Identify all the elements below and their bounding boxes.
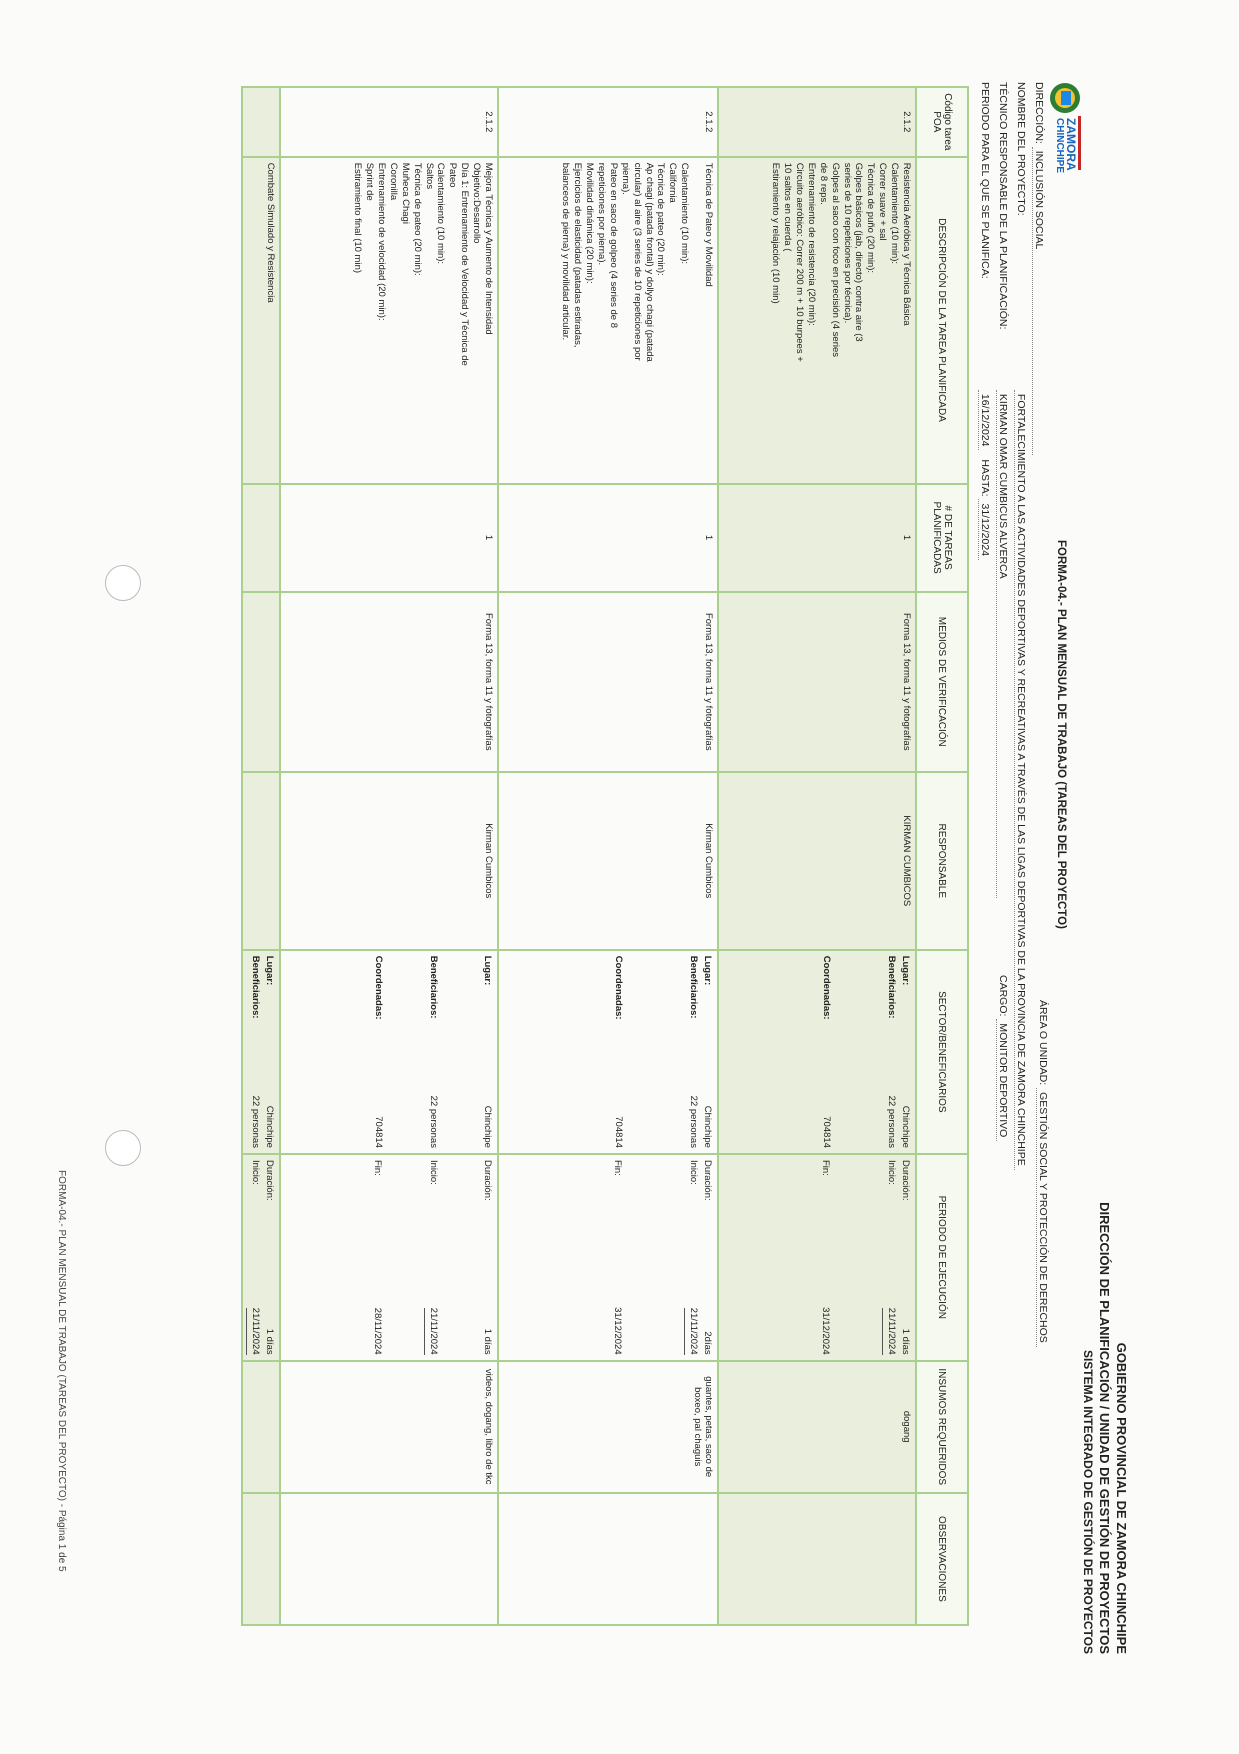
col-responsable: RESPONSABLE xyxy=(916,772,968,950)
desc-line: Movilidad dinámica (20 min): xyxy=(584,162,596,284)
desc-line: Golpes básicos (jab, directo) contra aire (3 xyxy=(853,162,865,342)
col-codigo: Código tarea POA xyxy=(916,87,968,157)
desc-line: Entrenamiento de resistencia (20 min): xyxy=(806,162,817,326)
duracion-value: 1 días xyxy=(264,1328,275,1355)
row-medios xyxy=(243,592,281,772)
lugar-line xyxy=(262,956,276,1148)
tecnico-label: TÉCNICO RESPONSABLE DE LA PLANIFICACIÓN: xyxy=(997,82,1009,330)
periodo-label: PERIODO PARA EL QUE SE PLANIFICA: xyxy=(979,82,991,279)
fin-line xyxy=(610,1160,624,1355)
desc-line: Saltos xyxy=(423,162,435,190)
lugar-label: Lugar: xyxy=(482,955,493,986)
col-insumos: INSUMOS REQUERIDOS xyxy=(916,1361,968,1493)
coord-line xyxy=(611,956,625,1148)
col-periodo: PERIODO DE EJECUCIÓN xyxy=(916,1154,968,1361)
benef-line xyxy=(248,956,262,1148)
duracion-label: Duración: xyxy=(900,1159,911,1201)
benef-line xyxy=(686,956,700,1148)
row-sector xyxy=(243,950,281,1154)
periodo-hasta: 31/12/2024 xyxy=(978,499,991,560)
fin-value: 31/12/2024 xyxy=(612,1307,624,1355)
fin-line xyxy=(818,1160,832,1355)
lugar-label: Lugar: xyxy=(900,955,911,986)
inicio-value: 21/11/2024 xyxy=(247,1308,262,1355)
org-header xyxy=(1080,954,1129,1654)
row-medios: Forma 13, forma 11 y fotografías xyxy=(498,592,718,772)
desc-line: Correr suave + sal xyxy=(877,162,889,241)
desc-line: Técnica de puño (20 min): xyxy=(865,162,877,274)
desc-line: Golpes al saco con foco en precisión (4 series xyxy=(829,162,841,358)
desc-line: Calentamiento (10 min): xyxy=(679,162,691,265)
desc-line: Pateo en saco de golpeo (4 series de 8 xyxy=(608,162,619,328)
form-title: FORMA-04.- PLAN MENSUAL DE TRABAJO (TAREAS DEL PROYECTO) xyxy=(1055,540,1067,929)
cargo-label: CARGO: xyxy=(997,975,1009,1017)
row-description xyxy=(243,157,281,484)
page-footer: FORMA-04.- PLAN MENSUAL DE TRABAJO (TAREAS DEL PROYECTO) - Página 1 de 5 xyxy=(56,1170,67,1572)
fin-value: 28/11/2024 xyxy=(372,1307,384,1355)
row-observaciones xyxy=(243,1493,281,1625)
fin-label: Fin: xyxy=(820,1159,832,1176)
desc-line: Ap chagi (patada frontal) y dollyo chagi (patada xyxy=(643,162,655,362)
desc-line: California xyxy=(667,162,679,203)
row-periodo xyxy=(718,1154,916,1361)
direccion-label: DIRECCIÓN: xyxy=(1033,82,1045,144)
duracion-label: Duración: xyxy=(702,1159,713,1201)
duracion-line xyxy=(700,1160,714,1355)
col-observaciones: OBSERVACIONES xyxy=(916,1493,968,1625)
row-description xyxy=(498,157,718,484)
desc-line: Técnica de pateo (20 min): xyxy=(411,162,423,276)
area-value: GESTIÓN SOCIAL Y PROTECCIÓN DE DERECHOS xyxy=(1036,1088,1049,1347)
benef-line xyxy=(426,956,440,1148)
col-medios: MEDIOS DE VERIFICACIÓN xyxy=(916,592,968,772)
desc-line: circular) al aire (3 series de 10 repeticiones por xyxy=(631,162,643,361)
direction-name: DIRECCIÓN DE PLANIFICACIÓN / UNIDAD DE GESTIÓN DE PROYECTOS xyxy=(1097,1202,1113,1654)
punch-hole xyxy=(105,565,141,601)
row-sector xyxy=(498,950,718,1154)
duracion-label: Duración: xyxy=(482,1159,493,1201)
inicio-value: 21/11/2024 xyxy=(883,1308,898,1355)
benef-value: 22 personas xyxy=(249,1095,261,1148)
row-periodo xyxy=(243,1154,281,1361)
row-periodo xyxy=(498,1154,718,1361)
desc-line: repeticiones por pierna). xyxy=(596,162,608,266)
desc-line: series de 10 repeticiones por técnica). xyxy=(841,162,853,324)
row-code: 2.1.2 xyxy=(718,87,916,157)
benef-label: Beneficiarios: xyxy=(885,955,897,1019)
inicio-label: Inicio: xyxy=(249,1159,261,1185)
benef-label: Beneficiarios: xyxy=(427,955,439,1019)
row-periodo xyxy=(280,1154,498,1361)
row-observaciones xyxy=(280,1493,498,1625)
direccion-row xyxy=(1032,82,1045,455)
desc-line: Muñeca Chagi xyxy=(399,162,411,224)
table-row xyxy=(280,87,498,1625)
table-row xyxy=(718,87,916,1625)
duracion-value: 2días xyxy=(702,1331,713,1355)
row-medios: Forma 13, forma 11 y fotografías xyxy=(718,592,916,772)
duracion-line xyxy=(898,1160,912,1355)
cargo-row xyxy=(996,975,1009,1141)
desc-line: Técnica de pateo (20 min): xyxy=(655,162,667,276)
desc-line: Calentamiento (10 min): xyxy=(435,162,447,265)
periodo-desde: 16/12/2024 xyxy=(978,390,991,451)
logo-text-top: ZAMORA xyxy=(1064,118,1078,171)
lugar-value: Chinchipe xyxy=(702,1105,713,1148)
desc-line: Combate Simulado y Resistencia xyxy=(265,162,276,303)
desc-line: Ejercicios de elasticidad (patadas estiradas, xyxy=(572,162,584,348)
gpzch-logo xyxy=(1041,82,1089,174)
proyecto-label: NOMBRE DEL PROYECTO: xyxy=(1015,82,1027,216)
desc-line: Técnica de Pateo y Movilidad xyxy=(703,162,714,287)
desc-line: Entrenamiento de velocidad (20 min): xyxy=(376,162,388,321)
row-responsable: Kirman Cumbicos xyxy=(280,772,498,950)
inicio-line xyxy=(425,1160,440,1355)
coord-value: 704814 xyxy=(821,1116,833,1148)
lugar-value: Chinchipe xyxy=(482,1105,493,1148)
coord-value: 704814 xyxy=(373,1116,385,1148)
periodo-row xyxy=(978,82,991,560)
duracion-value: 1 días xyxy=(482,1328,493,1355)
row-responsable xyxy=(243,772,281,950)
row-code: 2.1.2 xyxy=(280,87,498,157)
duracion-line xyxy=(480,1160,494,1355)
duracion-label: Duración: xyxy=(264,1159,275,1201)
row-num-tareas xyxy=(243,484,281,592)
duracion-value: 1 días xyxy=(900,1328,911,1355)
row-sector xyxy=(280,950,498,1154)
desc-line: Resistencia Aeróbica y Técnica Básica xyxy=(901,162,912,326)
inicio-line xyxy=(883,1160,898,1355)
coord-line xyxy=(819,956,833,1148)
area-label: ÁREA O UNIDAD: xyxy=(1037,1000,1049,1086)
benef-value: 22 personas xyxy=(427,1095,439,1148)
lugar-value: Chinchipe xyxy=(900,1105,911,1148)
lugar-line xyxy=(898,956,912,1148)
fin-label: Fin: xyxy=(372,1159,384,1176)
row-code xyxy=(243,87,281,157)
inicio-line xyxy=(247,1160,262,1355)
desc-line: de 8 reps. xyxy=(817,162,829,205)
row-insumos: guantes, petas, saco de boxeo, pal chaguis xyxy=(498,1361,718,1493)
area-row xyxy=(1036,1000,1049,1347)
punch-hole xyxy=(105,1130,141,1166)
desc-line: Mejora Técnica y Aumento de Intensidad xyxy=(483,162,494,335)
lugar-line xyxy=(480,956,494,1148)
row-sector xyxy=(718,950,916,1154)
org-name: GOBIERNO PROVINCIAL DE ZAMORA CHINCHIPE xyxy=(1114,1342,1129,1654)
row-observaciones xyxy=(718,1493,916,1625)
row-medios: Forma 13, forma 11 y fotografías xyxy=(280,592,498,772)
lugar-label: Lugar: xyxy=(702,955,713,986)
row-insumos: videos, dogang, libro de tkc xyxy=(280,1361,498,1493)
table-row xyxy=(498,87,718,1625)
col-sector: SECTOR/BENEFICIARIOS xyxy=(916,950,968,1154)
system-name: SISTEMA INTEGRADO DE GESTIÓN DE PROYECTOS xyxy=(1081,1349,1096,1654)
row-description xyxy=(280,157,498,484)
lugar-line xyxy=(700,956,714,1148)
proyecto-value: FORTALECIMIENTO A LAS ACTIVIDADES DEPORTIVAS Y RECREATIVAS A TRAVÉS DE LAS LIGAS DEPORTIVAS DE LA PROVINCIA DE ZAMORA CHINCHIPE xyxy=(1014,390,1027,1170)
row-responsable: KIRMAN CUMBICOS xyxy=(718,772,916,950)
inicio-line xyxy=(685,1160,700,1355)
desc-line: 10 saltos en cuerda ( xyxy=(782,162,794,252)
inicio-value: 21/11/2024 xyxy=(425,1308,440,1355)
coord-label: Coordenadas: xyxy=(613,955,625,1020)
desc-line: Sprint de xyxy=(364,162,376,201)
row-num-tareas: 1 xyxy=(280,484,498,592)
table-header-row xyxy=(916,87,968,1625)
hasta-label: HASTA: xyxy=(979,459,991,497)
inicio-label: Inicio: xyxy=(687,1159,699,1185)
fin-line xyxy=(370,1160,384,1355)
tecnico-row xyxy=(996,82,1009,898)
benef-label: Beneficiarios: xyxy=(687,955,699,1019)
cargo-value: MONITOR DEPORTIVO xyxy=(996,1019,1009,1141)
row-code: 2.1.2 xyxy=(498,87,718,157)
col-num-tareas: # DE TAREAS PLANIFICADAS xyxy=(916,484,968,592)
inicio-label: Inicio: xyxy=(885,1159,897,1185)
row-description xyxy=(718,157,916,484)
col-descripcion: DESCRIPCIÓN DE LA TAREA PLANIFICADA xyxy=(916,157,968,484)
coord-line xyxy=(371,956,385,1148)
proyecto-row xyxy=(1014,82,1027,1170)
desc-line: Estiramiento y relajación (10 min) xyxy=(770,162,782,304)
coord-label: Coordenadas: xyxy=(373,955,385,1020)
lugar-label: Lugar: xyxy=(264,955,275,986)
duracion-line xyxy=(262,1160,276,1355)
inicio-value: 21/11/2024 xyxy=(685,1308,700,1355)
desc-line xyxy=(690,163,702,478)
desc-line: Objetivo:Desarrollo xyxy=(471,162,483,244)
row-insumos: dogang xyxy=(718,1361,916,1493)
benef-value: 22 personas xyxy=(885,1095,897,1148)
logo-text-bottom: CHINCHIPE xyxy=(1054,118,1065,174)
coord-label: Coordenadas: xyxy=(821,955,833,1020)
desc-line: Día 1: Entrenamiento de Velocidad y Técnica de xyxy=(459,162,471,366)
benef-line xyxy=(884,956,898,1148)
inicio-label: Inicio: xyxy=(427,1159,439,1185)
row-num-tareas: 1 xyxy=(498,484,718,592)
row-insumos xyxy=(243,1361,281,1493)
direccion-value: INCLUSIÓN SOCIAL xyxy=(1032,147,1045,455)
desc-line: Estiramiento final (10 min) xyxy=(352,162,364,274)
benef-value: 22 personas xyxy=(687,1095,699,1148)
benef-label: Beneficiarios: xyxy=(249,955,261,1019)
desc-line: pierna). xyxy=(619,162,631,195)
desc-line: Calentamiento (10 min): xyxy=(889,162,901,265)
plan-table xyxy=(242,86,970,1626)
row-observaciones xyxy=(498,1493,718,1625)
coord-value: 704814 xyxy=(613,1116,625,1148)
lugar-value: Chinchipe xyxy=(264,1105,275,1148)
row-num-tareas: 1 xyxy=(718,484,916,592)
desc-line: Pateo xyxy=(447,162,459,188)
fin-label: Fin: xyxy=(612,1159,624,1176)
desc-line: Coronilla xyxy=(388,162,399,201)
desc-line: Circuito aeróbico: Correr 200 m + 10 burpees + xyxy=(794,162,806,362)
table-row xyxy=(243,87,281,1625)
tecnico-value: KIRMAN OMAR CUMBICUS ALVERCA xyxy=(996,390,1009,898)
desc-line: balanceos de pierna) y movilidad articular. xyxy=(560,162,572,341)
fin-value: 31/12/2024 xyxy=(820,1307,832,1355)
row-responsable: Kirman Cumbicos xyxy=(498,772,718,950)
